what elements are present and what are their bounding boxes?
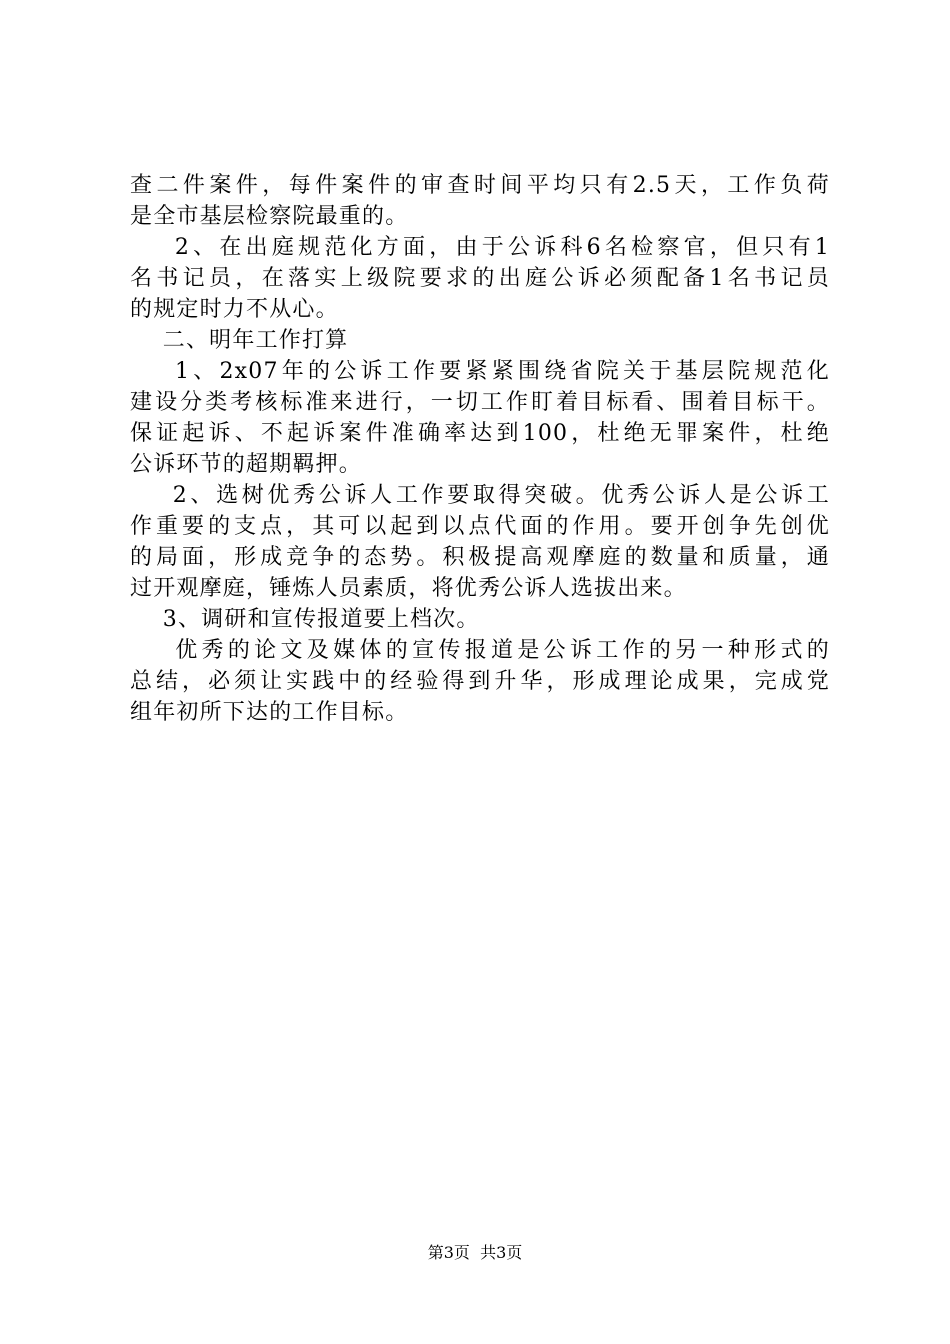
text-line: 保证起诉、不起诉案件准确率达到100，杜绝无罪案件，杜绝 bbox=[130, 421, 830, 446]
text-line: 的局面，形成竞争的态势。积极提高观摩庭的数量和质量，通 bbox=[130, 545, 830, 570]
text-line: 公诉环节的超期羁押。 bbox=[130, 452, 363, 477]
text-line: 查二件案件，每件案件的审查时间平均只有2.5天，工作负荷 bbox=[130, 173, 830, 198]
text-line: 作重要的支点，其可以起到以点代面的作用。要开创争先创优 bbox=[130, 514, 830, 539]
text-line: 建设分类考核标准来进行，一切工作盯着目标看、围着目标干。 bbox=[130, 390, 830, 415]
text-line: 1、2x07年的公诉工作要紧紧围绕省院关于基层院规范化 bbox=[130, 359, 830, 384]
text-line: 2、在出庭规范化方面，由于公诉科6名检察官，但只有1 bbox=[130, 235, 830, 260]
text-line: 3、调研和宣传报道要上档次。 bbox=[130, 607, 480, 632]
text-line: 的规定时力不从心。 bbox=[130, 297, 339, 322]
text-line: 组年初所下达的工作目标。 bbox=[130, 700, 409, 725]
page-number-footer: 第3页 共3页 bbox=[427, 1243, 523, 1262]
document-body bbox=[130, 170, 830, 728]
section-heading: 二、明年工作打算 bbox=[130, 328, 349, 353]
text-line: 名书记员，在落实上级院要求的出庭公诉必须配备1名书记员 bbox=[130, 266, 830, 291]
text-line: 总结，必须让实践中的经验得到升华，形成理论成果，完成党 bbox=[130, 669, 830, 694]
text-line: 过开观摩庭，锤炼人员素质，将优秀公诉人选拔出来。 bbox=[130, 576, 687, 601]
text-line: 2、选树优秀公诉人工作要取得突破。优秀公诉人是公诉工 bbox=[130, 483, 830, 508]
text-line: 优秀的论文及媒体的宣传报道是公诉工作的另一种形式的 bbox=[130, 638, 830, 663]
text-line: 是全市基层检察院最重的。 bbox=[130, 204, 409, 229]
